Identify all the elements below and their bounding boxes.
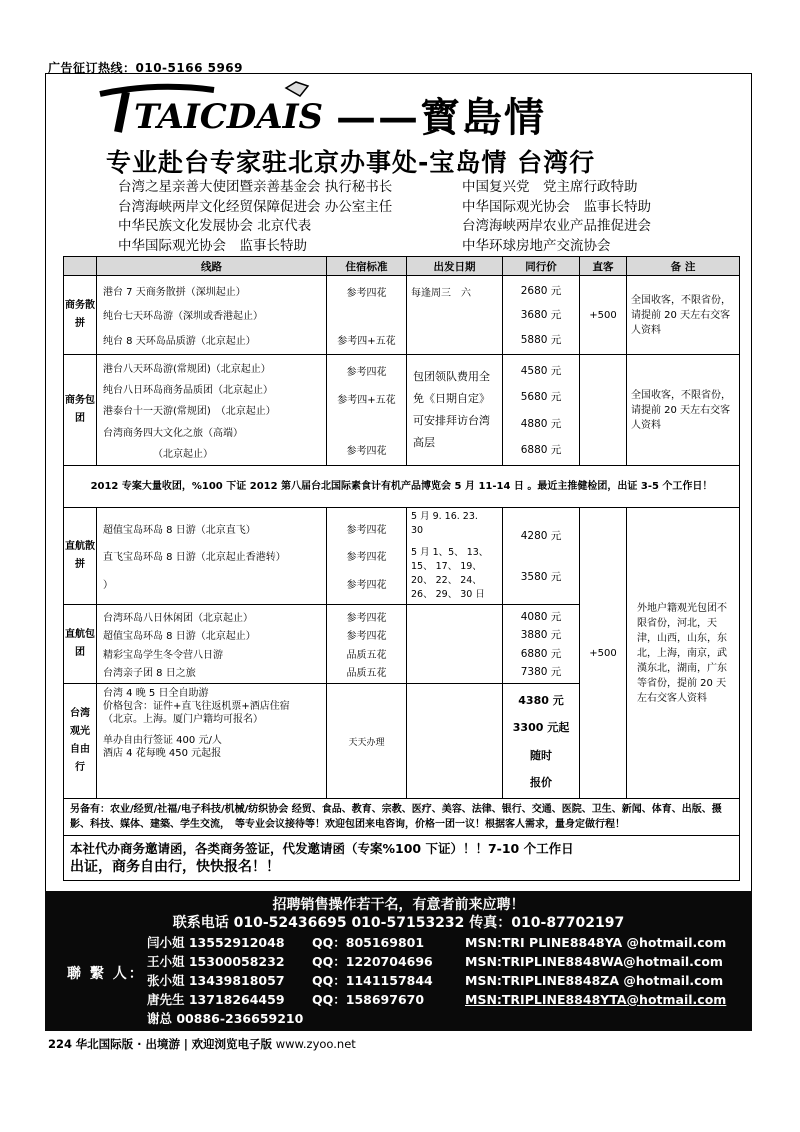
route-item: 超值宝岛环岛 8 日游（北京直飞） xyxy=(103,525,256,537)
table-row xyxy=(64,508,740,605)
price: 4580 元 xyxy=(520,364,562,377)
departure-date: 包团领队费用全免《日期自定》可安排拜访台湾高层 xyxy=(407,355,503,466)
remark: 全国收客，不限省份，请提前 20 天左右交客人资料 xyxy=(627,355,740,466)
table-row xyxy=(64,276,740,355)
contact-qq: QQ：158697670 xyxy=(312,992,425,1007)
contact-list xyxy=(147,933,726,1028)
price: 4380 元 xyxy=(518,693,564,707)
contact-label: 聯 繫 人： xyxy=(67,966,145,982)
hotel-standard: 参考四花 xyxy=(346,612,387,624)
table-row xyxy=(64,355,740,466)
contact-name: 谢总 00886-236659210 xyxy=(147,1011,304,1026)
col-header xyxy=(64,257,97,276)
contact-panel xyxy=(45,891,752,1031)
route-item: 纯台七天环岛游（深圳或香港起止） xyxy=(103,311,263,323)
list-item xyxy=(147,952,726,971)
col-header-direct: 直客 xyxy=(580,257,627,276)
list-item xyxy=(147,1009,726,1028)
promo-notice: 2012 专案大量收团，%100 下证 2012 第八届台北国际素食计有机产品博览会 5 月 11-14 日 。最近主推健检团，出证 3-5 个工作日！ xyxy=(64,466,740,508)
price: 3680 元 xyxy=(520,309,562,322)
price: 5880 元 xyxy=(520,334,562,347)
price: 4080 元 xyxy=(520,610,562,623)
route-item: （北京。上海。厦门户籍均可报名） xyxy=(103,714,263,725)
col-header-date: 出发日期 xyxy=(407,257,503,276)
brand-logo xyxy=(96,80,326,138)
category-label: 直航散拼 xyxy=(64,508,97,605)
hotel-standard: 参考四+五花 xyxy=(337,335,396,347)
price: 6880 元 xyxy=(520,444,562,457)
credential: 中华环球房地产交流协会 xyxy=(462,237,611,254)
remark: 外地户籍观光包团不限省份，河北，天津，山西，山东，东北，上海，南京，武漢东北，湖南，广东等省份，提前 20 天左右交客人资料 xyxy=(627,508,740,799)
hotel-standard: 参考四花 xyxy=(346,525,387,537)
page-headline: 专业赴台专家驻北京办事处-宝岛情 台湾行 xyxy=(106,148,596,177)
credential: 中华民族文化发展协会 北京代表 xyxy=(118,218,312,234)
col-header-hotel: 住宿标准 xyxy=(327,257,407,276)
contact-name: 闫小姐 13552912048 xyxy=(147,935,285,950)
page-footer xyxy=(48,1036,356,1052)
price: 4880 元 xyxy=(520,417,562,430)
route-item: 单办自由行签证 400 元/人 xyxy=(103,735,222,746)
hotel-standard: 参考四花 xyxy=(346,367,387,379)
col-header-note: 备 注 xyxy=(627,257,740,276)
route-item: 台湾环岛八日休闲团（北京起止） xyxy=(103,612,253,624)
credential: 中国复兴党 党主席行政特助 xyxy=(462,179,638,195)
table-row xyxy=(64,799,740,836)
price: 5680 元 xyxy=(520,391,562,404)
col-header-price: 同行价 xyxy=(503,257,580,276)
hotel-standard: 参考四花 xyxy=(346,287,387,299)
brand-slogan: ——寳島情 xyxy=(336,94,546,141)
list-item xyxy=(147,933,726,952)
price: 4280 元 xyxy=(520,530,562,542)
visa-service: 本社代办商务邀请函，各类商务签证，代发邀请函（专案%100 下证）！！7-10 个工作日 xyxy=(70,841,574,856)
contact-qq: QQ：1141157844 xyxy=(312,973,433,988)
contact-name: 王小姐 15300058232 xyxy=(147,954,285,969)
route-item: 港泰台十一天游(常规团) （北京起止） xyxy=(103,406,276,418)
route-item: 纯台 8 天环岛品质游（北京起止） xyxy=(103,336,256,348)
table-row xyxy=(64,466,740,508)
direct-price: +500 xyxy=(580,508,627,799)
hotel-standard: 参考四花 xyxy=(346,579,387,591)
route-item: 酒店 4 花每晚 450 元起报 xyxy=(103,748,222,759)
footer-separator: | xyxy=(183,1037,188,1051)
hotel-standard: 参考四花 xyxy=(346,445,387,457)
hotel-standard: 品质五花 xyxy=(346,649,387,661)
contact-msn[interactable]: MSN:TRIPLINE8848WA@hotmail.com xyxy=(465,954,723,969)
route-item: 价格包含：证件+直飞往返机票+酒店住宿 xyxy=(103,701,290,712)
route-item: 台湾 4 晚 5 日全自助游 xyxy=(103,688,209,699)
route-item: ） xyxy=(103,579,113,591)
price: 7380 元 xyxy=(520,666,562,679)
departure-date: 5 月 1、5、 13、 15、 17、 19、 20、 22、 24、 26、 29、 30 日 xyxy=(411,547,489,600)
table-row xyxy=(64,836,740,881)
page-number: 224 xyxy=(48,1037,73,1051)
table-header-row xyxy=(64,257,740,276)
price: 6880 元 xyxy=(520,647,562,660)
route-item: 港台八天环岛游(常规团)（北京起止） xyxy=(103,364,271,376)
category-label: 台湾观光自由行 xyxy=(64,684,97,799)
credential: 台湾海峡两岸农业产品推促进会 xyxy=(462,218,651,234)
contact-name: 张小姐 13439818057 xyxy=(147,973,285,988)
hotel-standard: 参考四花 xyxy=(346,631,387,643)
price: 2680 元 xyxy=(520,284,562,297)
route-item: 台湾亲子团 8 日之旅 xyxy=(103,668,196,680)
contact-msn[interactable]: MSN:TRI PLINE8848YA @hotmail.com xyxy=(465,935,727,950)
credential: 台湾海峡两岸文化经贸保障促进会 办公室主任 xyxy=(118,198,393,215)
footer-welcome: 欢迎浏览电子版 xyxy=(191,1037,273,1051)
price: 报价 xyxy=(530,776,552,790)
site-link[interactable]: www.zyoo.net xyxy=(275,1037,356,1051)
route-item: 纯台八日环岛商务品质团（北京起止） xyxy=(103,385,273,397)
contact-phones: 联系电话 010-52436695 010-57153232 传真：010-87702197 xyxy=(172,915,625,931)
contact-msn[interactable]: MSN:TRIPLINE8848ZA @hotmail.com xyxy=(465,973,724,988)
hotel-standard: 参考四+五花 xyxy=(337,394,396,406)
route-item: 港台 7 天商务散拼（深圳起止） xyxy=(103,286,246,298)
credential: 台湾之星亲善大使团暨亲善基金会 执行秘书长 xyxy=(118,179,393,195)
route-item: 精彩宝岛学生冬令营八日游 xyxy=(103,649,223,661)
contact-qq: QQ：805169801 xyxy=(312,935,425,950)
direct-price: +500 xyxy=(580,276,627,355)
price: 3580 元 xyxy=(520,571,562,583)
departure-date: 每逢周三 六 xyxy=(411,288,471,299)
credential: 中华国际观光协会 监事长特助 xyxy=(462,198,651,215)
departure-date: 5 月 9. 16. 23. 30 xyxy=(411,511,488,536)
credentials-list xyxy=(118,178,651,256)
hotel-standard: 天天办理 xyxy=(327,684,407,799)
ad-hotline: 广告征订热线：010-5166 5969 xyxy=(48,61,244,75)
route-item: （北京起止） xyxy=(153,448,213,460)
route-item: 超值宝岛环岛 8 日游（北京起止） xyxy=(103,631,256,643)
contact-name: 唐先生 13718264459 xyxy=(147,992,285,1007)
other-services: 另备有：农业/经贸/社福/电子科技/机械/纺织协会 经贸、食品、教育、宗教、医疗、美容、法律、银行、交通、医院、卫生、新闻、体育、出版、摄影、科技、媒体、建築、学生交流， 等专业会议接待等！欢迎包团来电咨询，价格一团一议！根据客人需求，量身定做行程！ xyxy=(64,799,740,836)
route-item: 直飞宝岛环岛 8 日游（北京起止香港转） xyxy=(103,552,286,564)
contact-msn[interactable]: MSN:TRIPLINE8848YTA@hotmail.com xyxy=(465,992,727,1007)
route-item: 台湾商务四大文化之旅（高端） xyxy=(103,427,243,439)
list-item xyxy=(147,990,726,1009)
tour-price-table xyxy=(63,256,740,881)
hotel-standard: 参考四花 xyxy=(346,552,387,564)
price: 3880 元 xyxy=(520,629,562,642)
credential: 中华国际观光协会 监事长特助 xyxy=(118,237,307,254)
price: 3300 元起 xyxy=(512,721,570,735)
category-label: 商务包团 xyxy=(64,355,97,466)
publication-name: 华北国际版 · 出境游 xyxy=(75,1037,181,1051)
category-label: 商务散拼 xyxy=(64,276,97,355)
category-label: 直航包团 xyxy=(64,605,97,684)
price: 随时 xyxy=(530,748,552,762)
logo-text: TAICDAIS xyxy=(134,97,324,137)
list-item xyxy=(147,971,726,990)
recruit-notice: 招聘销售操作若干名，有意者前来应聘！ xyxy=(272,897,525,913)
contact-qq: QQ：1220704696 xyxy=(312,954,433,969)
hotel-standard: 品质五花 xyxy=(346,668,387,680)
visa-service-cta: 出证，商务自由行，快快报名！！ xyxy=(70,859,280,875)
remark: 全国收客，不限省份，请提前 20 天左右交客人资料 xyxy=(627,276,740,355)
col-header-route: 线路 xyxy=(97,257,327,276)
